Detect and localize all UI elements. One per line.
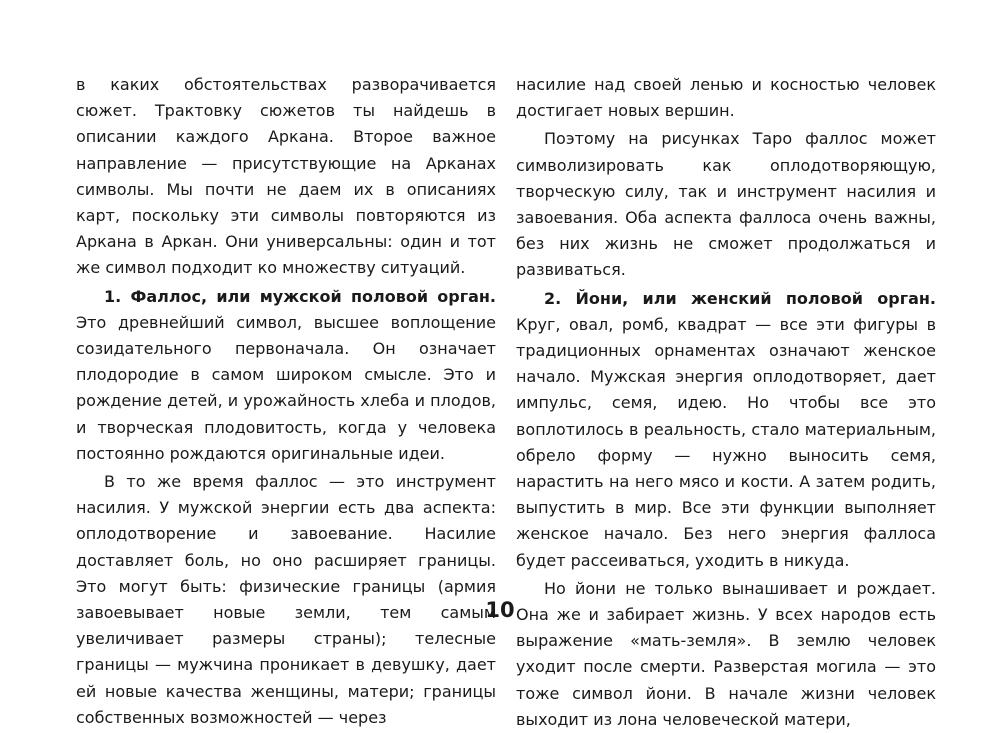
paragraph-phallus xyxy=(76,284,496,467)
section-heading-phallus: 1. Фаллос, или мужской половой орган. xyxy=(104,286,496,306)
paragraph-yoni xyxy=(516,286,936,574)
right-column xyxy=(516,72,936,733)
paragraph-yoni-text: Круг, овал, ромб, квадрат — все эти фигуры в традиционных орнаментах означают женское начало. Мужская энергия оплодотворяет, дает импульс, семя, идею. Но чтобы все это воплотилось в реальность, стало материальным, обрело форму — нужно выносить семя, нарастить на него мясо и кости. А затем родить, выпустить в мир. Все эти функции выполняет женское начало. Без него энергия фаллоса будет рассеиваться, уходить в никуда. xyxy=(516,314,936,570)
paragraph-continuation: в каких обстоятельствах разворачивается сюжет. Трактовку сюжетов ты найдешь в описании каждого Аркана. Второе важное направление — присутствующие на Арканах символы. Мы почти не даем их в описаниях карт, поскольку эти символы повторяются из Аркана в Аркан. Они универсальны: один и тот же символ подходит ко множеству ситуаций. xyxy=(76,75,496,278)
page-number: 10 xyxy=(485,598,515,622)
paragraph-tarot-phallus: Поэтому на рисунках Таро фаллос может символизировать как оплодотворяющую, творческую силу, так и инструмент насилия и завоевания. Оба аспекта фаллоса очень важны, без них жизнь не сможет продолжаться и развиваться. xyxy=(516,129,936,280)
paragraph-phallus-text: Это древнейший символ, высшее воплощение созидательного первоначала. Он означает плодородие в самом широком смысле. Это и рождение детей, и урожайность хлеба и плодов, и творческая плодовитость, когда у человека постоянно рождаются оригинальные идеи. xyxy=(76,312,496,463)
section-heading-yoni: 2. Йони, или женский половой орган. xyxy=(544,288,936,308)
left-column xyxy=(76,72,496,731)
paragraph-mother-earth: Но йони не только вынашивает и рождает. Она же и забирает жизнь. У всех народов есть выражение «мать-земля». В землю человек уходит после смерти. Разверстая могила — это тоже символ йони. В начале жизни человек выходит из лона человеческой матери, xyxy=(516,578,936,729)
paragraph-continuation-right: насилие над своей ленью и косностью человек достигает новых вершин. xyxy=(516,75,936,121)
paragraph-violence: В то же время фаллос — это инструмент насилия. У мужской энергии есть два аспекта: оплодотворение и завоевание. Насилие доставляет боль, но оно расширяет границы. Это могут быть: физические границы (армия завоевывает новые земли, тем самым увеличивает размеры страны); телесные границы — мужчина проникает в девушку, дает ей новые качества женщины, матери; границы собственных возможностей — через xyxy=(76,472,496,727)
